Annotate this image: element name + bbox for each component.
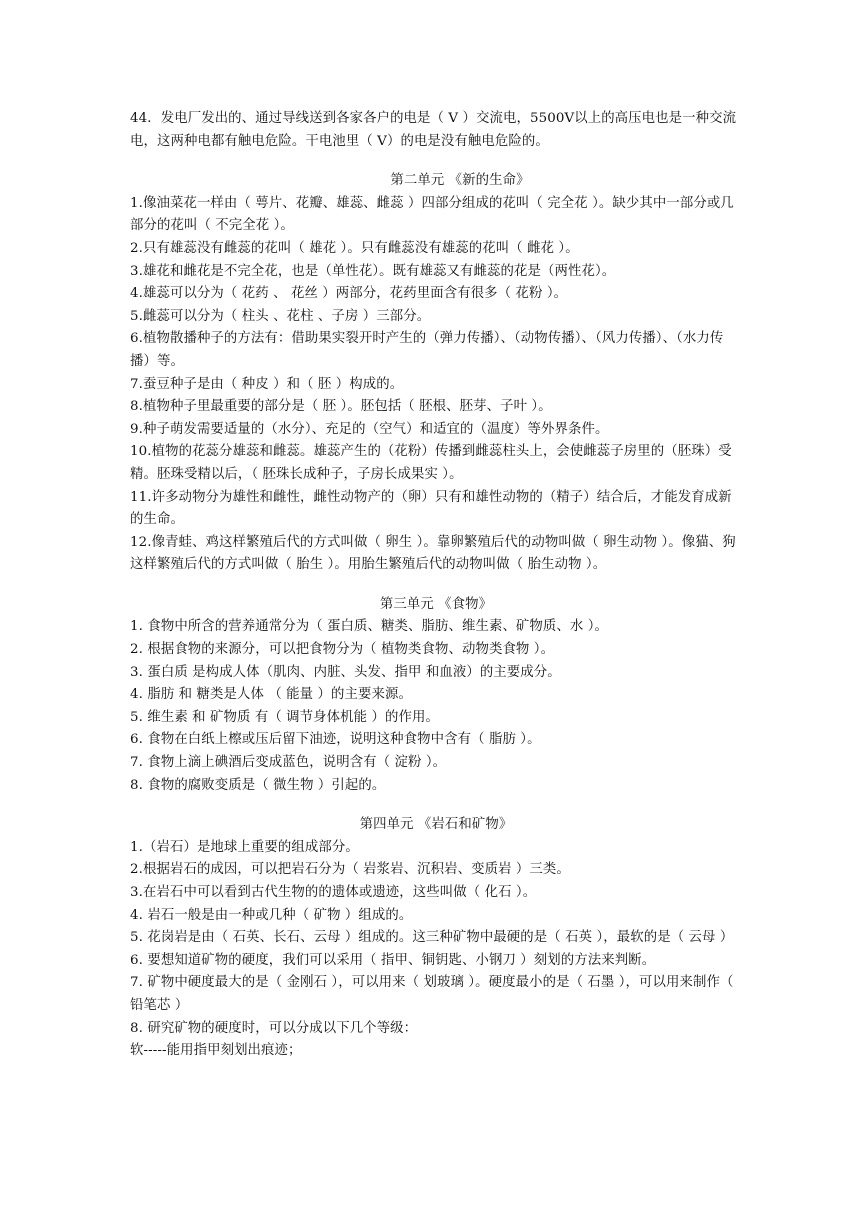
unit2-item: 4.雄蕊可以分为（ 花药 、 花丝 ）两部分，花药里面含有很多（ 花粉 ）。 <box>130 286 568 302</box>
unit4-item: 2.根据岩石的成因，可以把岩石分为（ 岩浆岩、沉积岩、变质岩 ）三类。 <box>130 862 570 878</box>
unit4-item: 7. 矿物中硬度最大的是（ 金刚石 ），可以用来（ 划玻璃 ）。硬度最小的是（ 石墨 ），可以用来制作（ 铅笔芯 ） <box>130 975 734 1013</box>
document-body <box>130 108 742 1063</box>
unit3-item: 1. 食物中所含的营养通常分为（ 蛋白质、糖类、脂肪、维生素、矿物质、水 ）。 <box>130 619 609 635</box>
unit2-item: 6.植物散播种子的方法有：借助果实裂开时产生的（弹力传播）、（动物传播）、（风力传播）、（水力传播）等。 <box>130 331 724 369</box>
intro-item-44: 44．发电厂发出的、通过导线送到各家各户的电是（ V ）交流电，5500V以上的高压电也是一种交流电，这两种电都有触电危险。干电池里（ V）的电是没有触电危险的。 <box>130 111 737 149</box>
unit3-item: 3. 蛋白质 是构成人体（肌肉、内脏、头发、指甲 和血液）的主要成分。 <box>130 664 561 680</box>
unit3-item: 2. 根据食物的来源分，可以把食物分为（ 植物类食物、动物类食物 ）。 <box>130 642 555 658</box>
unit3-item: 8. 食物的腐败变质是（ 微生物 ）引起的。 <box>130 777 386 793</box>
unit4-item: 8. 研究矿物的硬度时，可以分成以下几个等级： <box>130 1020 418 1036</box>
unit2-item: 5.雌蕊可以分为（ 柱头 、花柱 、子房 ）三部分。 <box>130 308 431 324</box>
unit2-item: 11.许多动物分为雄性和雌性，雌性动物产的（卵）只有和雄性动物的（精子）结合后，才能发育成新的生命。 <box>130 489 732 528</box>
unit3-title: 第三单元 《食物》 <box>379 596 493 612</box>
unit4-item: 软-----能用指甲刻划出痕迹； <box>130 1043 302 1059</box>
unit4-item: 4. 岩石一般是由一种或几种（ 矿物 ）组成的。 <box>130 907 413 923</box>
unit2-item: 8.植物种子里最重要的部分是（ 胚 ）。胚包括（ 胚根、胚芽、子叶 ）。 <box>130 399 552 415</box>
unit2-item: 2.只有雄蕊没有雌蕊的花叫（ 雄花 ）。只有雌蕊没有雄蕊的花叫（ 雌花 ）。 <box>130 240 579 256</box>
unit2-item: 3.雄花和雌花是不完全花，也是（单性花）。既有雄蕊又有雌蕊的花是（两性花）。 <box>130 263 616 279</box>
unit3-item: 7. 食物上滴上碘酒后变成蓝色，说明含有（ 淀粉 ）。 <box>130 755 447 771</box>
unit2-item: 9.种子萌发需要适量的（水分）、充足的（空气）和适宜的（温度）等外界条件。 <box>130 421 609 437</box>
unit4-item: 3.在岩石中可以看到古代生物的的遗体或遗迹，这些叫做（ 化石 ）。 <box>130 885 537 900</box>
unit2-item: 7.蚕豆种子是由（ 种皮 ）和（ 胚 ）构成的。 <box>130 376 404 392</box>
unit3-item: 6. 食物在白纸上檫或压后留下油迹，说明这种食物中含有（ 脂肪 ）。 <box>130 732 541 748</box>
unit2-title: 第二单元 《新的生命》 <box>390 173 530 189</box>
unit4-item: 1.（岩石）是地球上重要的组成部分。 <box>130 839 359 855</box>
unit3-item: 4. 脂肪 和 糖类是人体 （ 能量 ）的主要来源。 <box>130 687 412 703</box>
unit4-item: 6. 要想知道矿物的硬度，我们可以采用（ 指甲、铜钥匙、小钢刀 ）刻划的方法来判断。 <box>130 952 656 968</box>
unit2-item: 12.像青蛙、鸡这样繁殖后代的方式叫做（ 卵生 ）。靠卵繁殖后代的动物叫做（ 卵生动物 ）。像猫、狗这样繁殖后代的方式叫做（ 胎生 ）。用胎生繁殖后代的动物叫做（ 胎生动物 ）。 <box>130 534 736 573</box>
unit3-item: 5. 维生素 和 矿物质 有（ 调节身体机能 ）的作用。 <box>130 709 439 725</box>
unit2-item: 10.植物的花蕊分雄蕊和雌蕊。雄蕊产生的（花粉）传播到雌蕊柱头上，会使雌蕊子房里的（胚珠）受精。胚珠受精以后，（ 胚珠长成种子，子房长成果实 ）。 <box>130 444 732 482</box>
unit4-title: 第四单元 《岩石和矿物》 <box>359 817 513 833</box>
unit2-item: 1.像油菜花一样由（ 萼片、花瓣、雄蕊、雌蕊 ）四部分组成的花叫（ 完全花 ）。缺少其中一部分或几部分的花叫（ 不完全花 ）。 <box>130 195 734 234</box>
unit4-item: 5. 花岗岩是由（ 石英、长石、云母 ）组成的。这三种矿物中最硬的是（ 石英 ），最软的是（ 云母 ） <box>130 930 734 946</box>
